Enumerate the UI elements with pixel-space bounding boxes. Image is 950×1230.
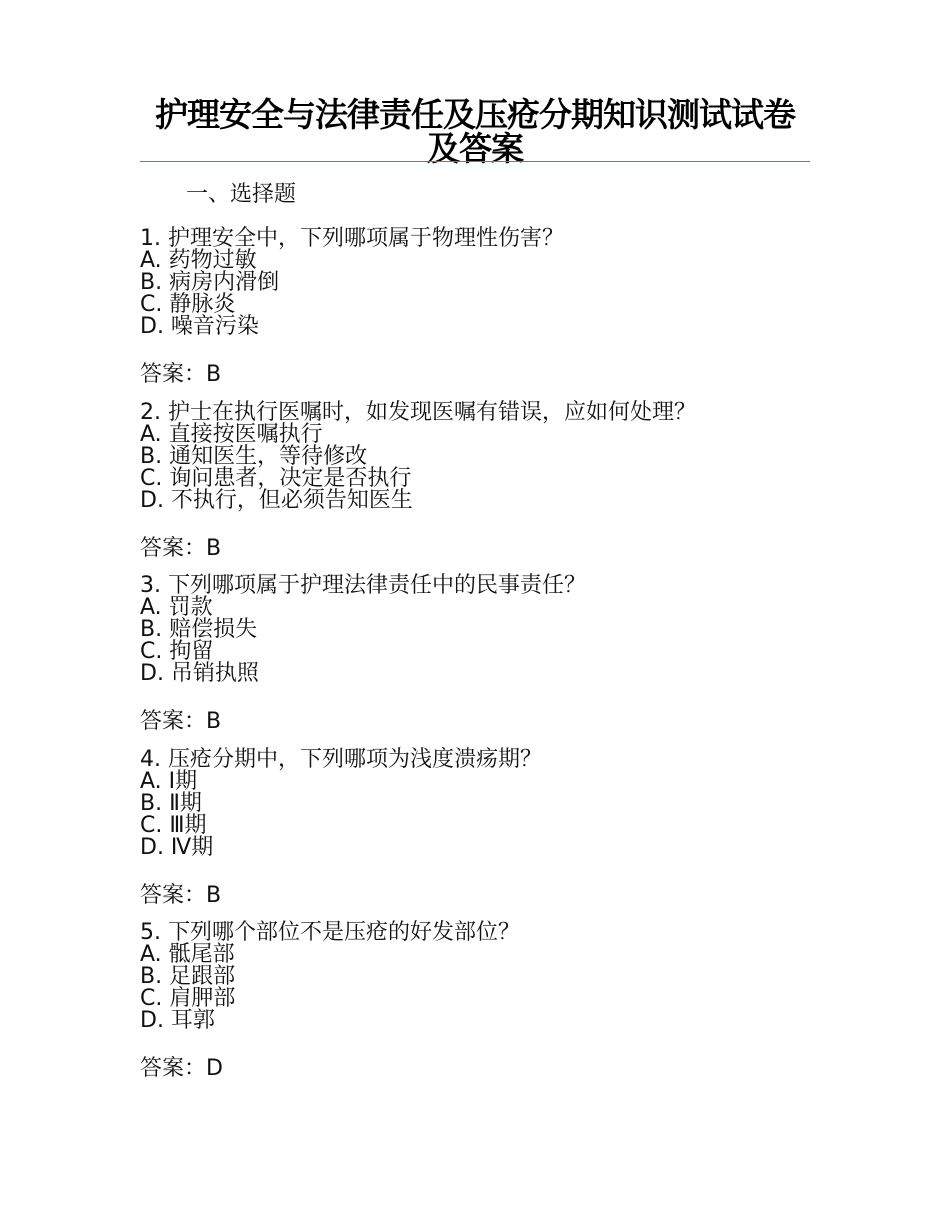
question-3 xyxy=(140,575,586,737)
option-a: A. 骶尾部 xyxy=(140,942,235,967)
answer-line: 答案：B xyxy=(140,536,222,561)
question-4 xyxy=(140,749,542,911)
option-b: B. 足跟部 xyxy=(140,964,236,989)
answer-line: 答案：B xyxy=(140,709,222,734)
question-stem: 5. 下列哪个部位不是压疮的好发部位？ xyxy=(140,920,520,945)
option-c: C. 肩胛部 xyxy=(140,986,236,1011)
answer-line: 答案：D xyxy=(140,1056,223,1081)
question-stem: 4. 压疮分期中，下列哪项为浅度溃疡期？ xyxy=(140,747,542,772)
question-2 xyxy=(140,402,696,564)
option-d: D. 噪音污染 xyxy=(140,314,259,339)
option-c: C. 询问患者，决定是否执行 xyxy=(140,466,412,491)
title-divider xyxy=(140,161,810,162)
option-c: C. 拘留 xyxy=(140,639,214,664)
question-stem: 3. 下列哪项属于护理法律责任中的民事责任？ xyxy=(140,573,586,598)
answer-line: 答案：B xyxy=(140,362,222,387)
question-5 xyxy=(140,922,520,1084)
option-b: B. 赔偿损失 xyxy=(140,617,258,642)
question-1 xyxy=(140,228,564,390)
option-a: A. Ⅰ期 xyxy=(140,769,198,794)
option-d: D. 吊销执照 xyxy=(140,661,259,686)
answer-line: 答案：B xyxy=(140,883,222,908)
option-d: D. 耳郭 xyxy=(140,1008,215,1033)
option-b: B. 通知医生，等待修改 xyxy=(140,444,368,469)
option-c: C. 静脉炎 xyxy=(140,292,236,317)
option-a: A. 药物过敏 xyxy=(140,248,257,273)
question-stem: 1. 护理安全中，下列哪项属于物理性伤害？ xyxy=(140,226,564,251)
option-a: A. 罚款 xyxy=(140,595,213,620)
option-a: A. 直接按医嘱执行 xyxy=(140,422,323,447)
section-heading: 一、选择题 xyxy=(186,182,297,207)
option-d: D. 不执行，但必须告知医生 xyxy=(140,488,413,513)
question-stem: 2. 护士在执行医嘱时，如发现医嘱有错误，应如何处理？ xyxy=(140,400,696,425)
option-c: C. Ⅲ期 xyxy=(140,813,207,838)
option-d: D. Ⅳ期 xyxy=(140,835,214,860)
option-b: B. 病房内滑倒 xyxy=(140,270,280,295)
option-b: B. Ⅱ期 xyxy=(140,791,202,816)
page-title: 护理安全与法律责任及压疮分期知识测试试卷及答案 xyxy=(155,95,795,168)
